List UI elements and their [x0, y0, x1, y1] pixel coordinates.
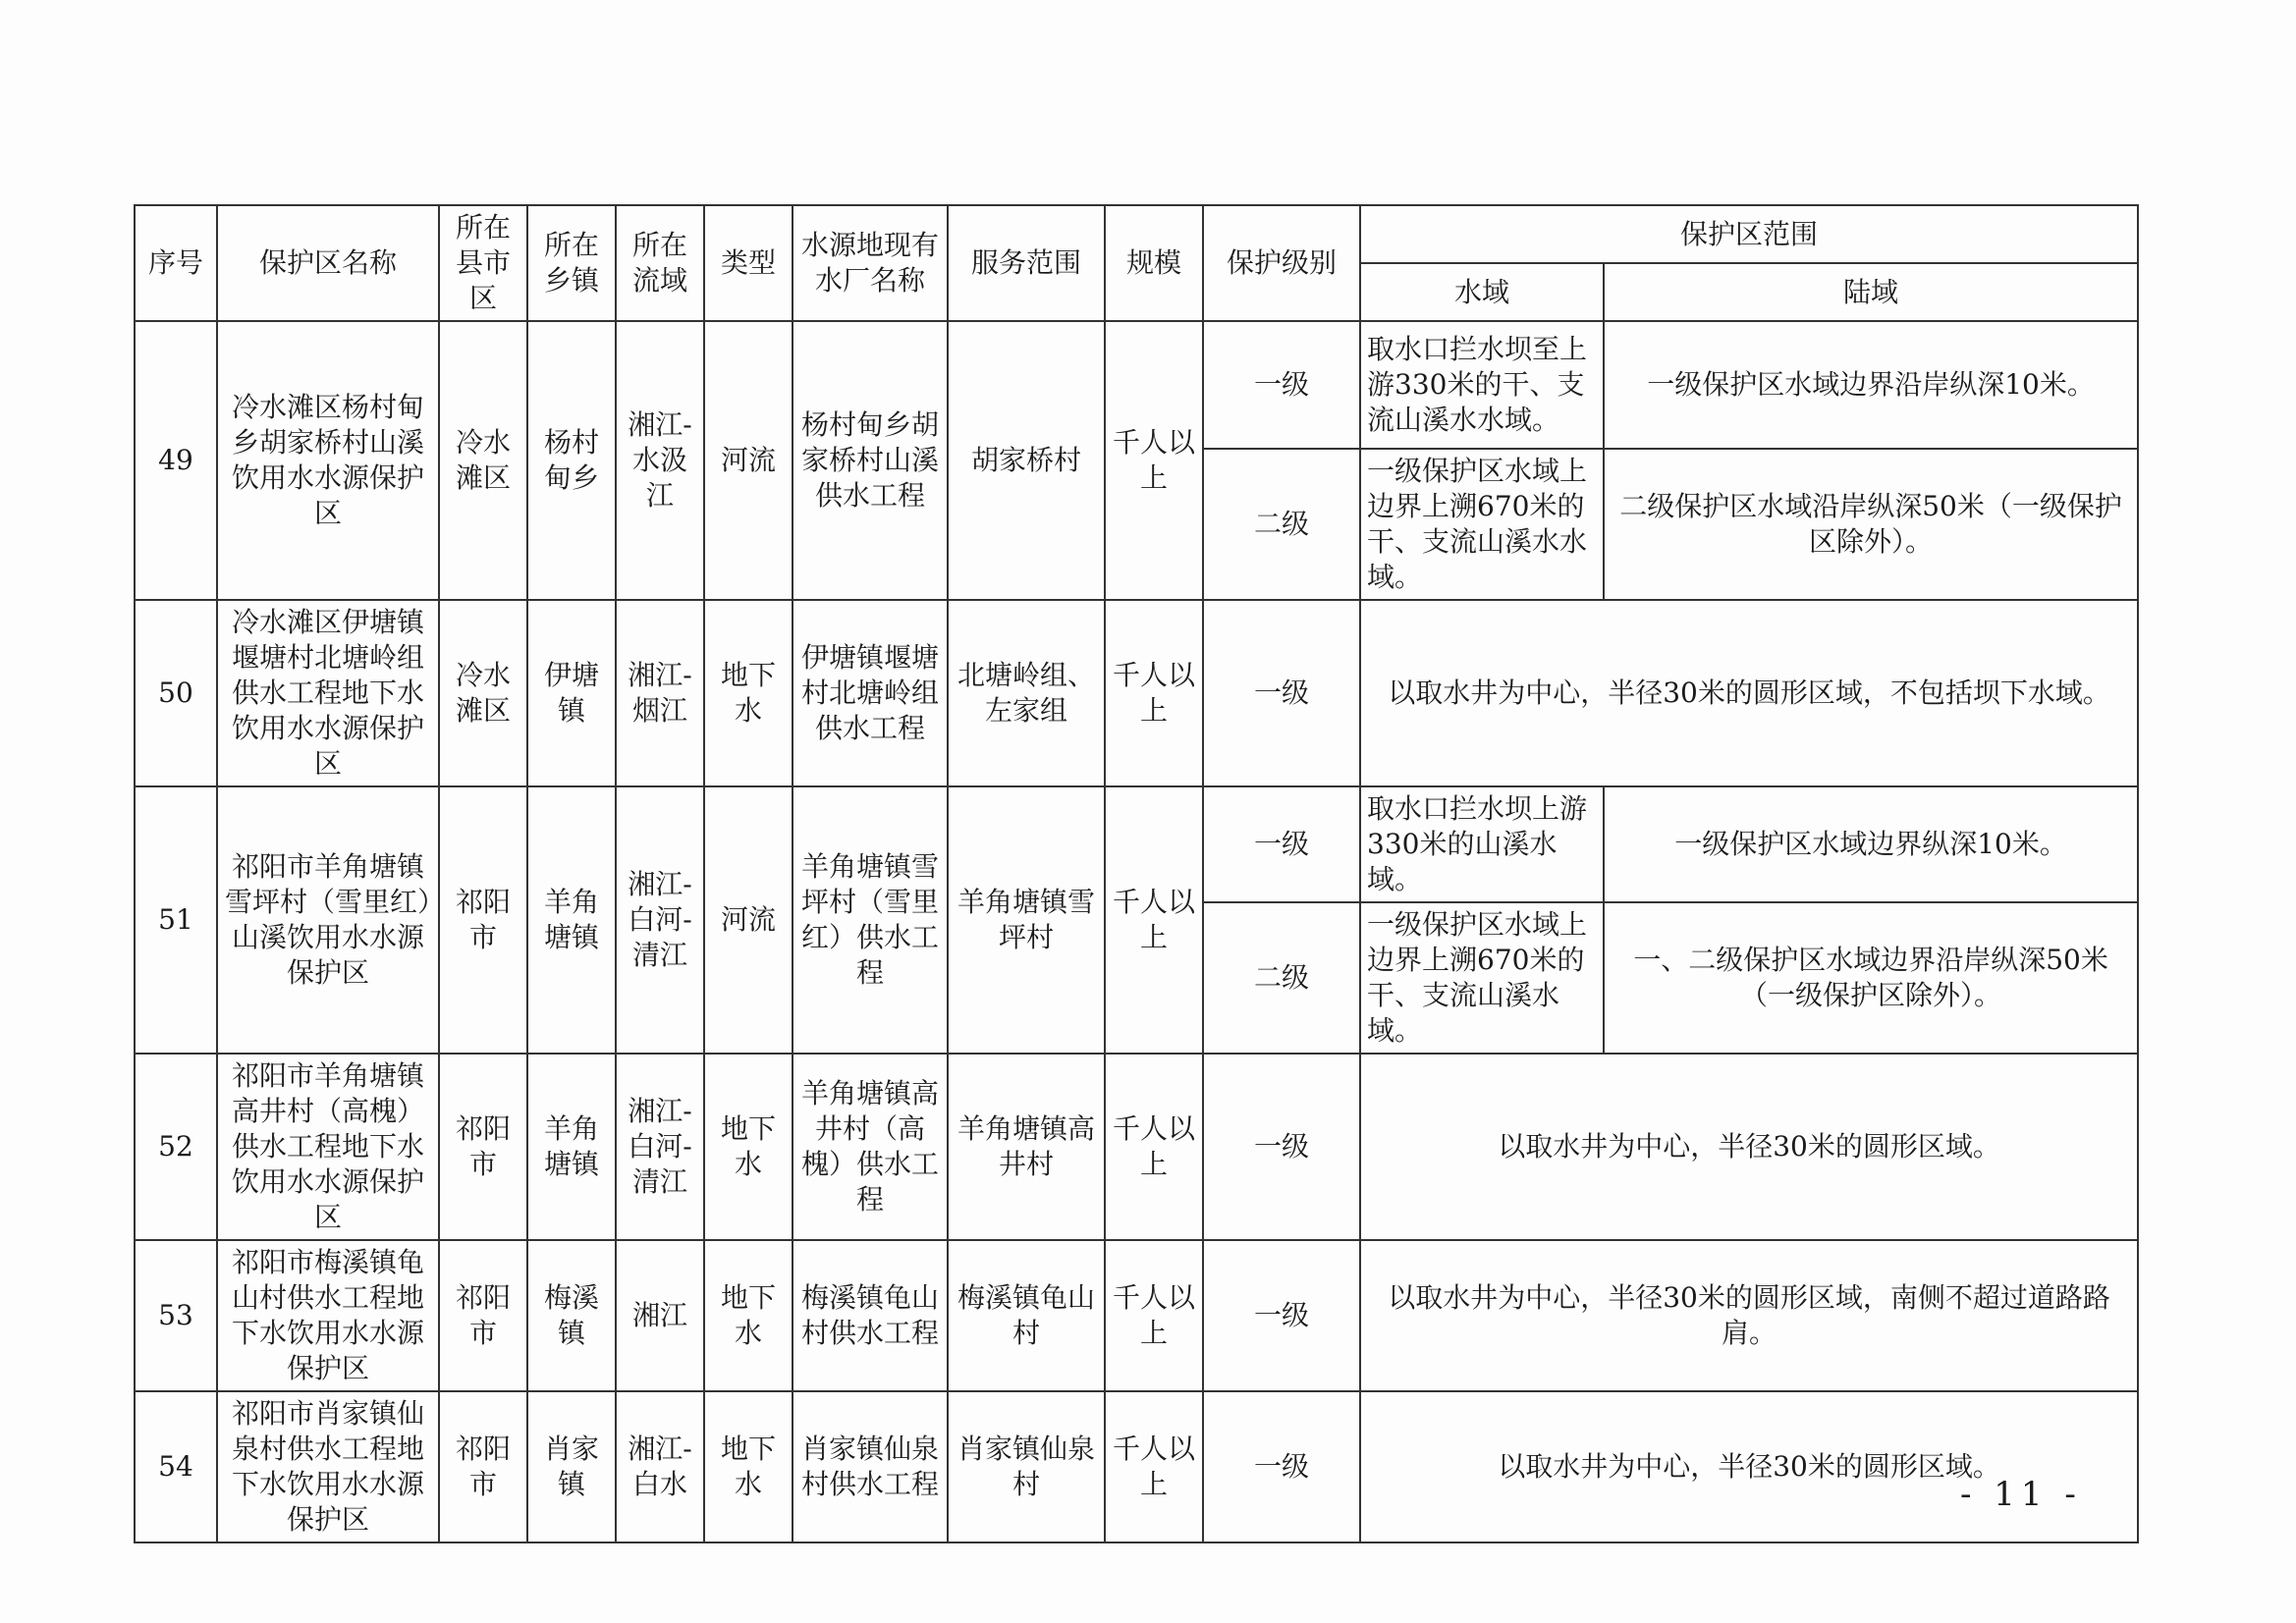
cell-county: 冷水滩区 — [439, 321, 527, 600]
header-name: 保护区名称 — [217, 205, 439, 321]
cell-service: 羊角塘镇高井村 — [948, 1054, 1105, 1240]
cell-type: 河流 — [704, 321, 793, 600]
cell-level: 一级 — [1203, 1054, 1360, 1240]
cell-name: 冷水滩区杨村甸乡胡家桥村山溪饮用水水源保护区 — [217, 321, 439, 600]
cell-land: 一、二级保护区水域边界沿岸纵深50米（一级保护区除外）。 — [1604, 902, 2138, 1054]
cell-level: 一级 — [1203, 321, 1360, 449]
cell-level: 一级 — [1203, 600, 1360, 786]
cell-scale: 千人以上 — [1105, 1391, 1203, 1542]
cell-county: 祁阳市 — [439, 1240, 527, 1391]
cell-seq: 50 — [135, 600, 217, 786]
cell-seq: 49 — [135, 321, 217, 600]
cell-service: 胡家桥村 — [948, 321, 1105, 600]
table-row — [135, 1054, 2138, 1240]
header-type: 类型 — [704, 205, 793, 321]
cell-scale: 千人以上 — [1105, 600, 1203, 786]
cell-land: 一级保护区水域边界纵深10米。 — [1604, 786, 2138, 902]
cell-seq: 51 — [135, 786, 217, 1054]
cell-county: 祁阳市 — [439, 1391, 527, 1542]
header-county: 所在县市区 — [439, 205, 527, 321]
header-plant: 水源地现有水厂名称 — [793, 205, 948, 321]
cell-service: 北塘岭组、左家组 — [948, 600, 1105, 786]
header-town: 所在乡镇 — [527, 205, 616, 321]
cell-plant: 伊塘镇堰塘村北塘岭组供水工程 — [793, 600, 948, 786]
cell-level: 二级 — [1203, 902, 1360, 1054]
cell-basin: 湘江-白河-清江 — [616, 1054, 704, 1240]
cell-water: 一级保护区水域上边界上溯670米的干、支流山溪水域。 — [1360, 902, 1604, 1054]
cell-level: 一级 — [1203, 786, 1360, 902]
cell-level: 一级 — [1203, 1391, 1360, 1542]
cell-name: 祁阳市梅溪镇龟山村供水工程地下水饮用水水源保护区 — [217, 1240, 439, 1391]
cell-seq: 53 — [135, 1240, 217, 1391]
header-scale: 规模 — [1105, 205, 1203, 321]
cell-range: 以取水井为中心，半径30米的圆形区域，南侧不超过道路路肩。 — [1360, 1240, 2138, 1391]
header-service: 服务范围 — [948, 205, 1105, 321]
cell-scale: 千人以上 — [1105, 786, 1203, 1054]
header-level: 保护级别 — [1203, 205, 1360, 321]
cell-land: 一级保护区水域边界沿岸纵深10米。 — [1604, 321, 2138, 449]
cell-town: 羊角塘镇 — [527, 786, 616, 1054]
cell-scale: 千人以上 — [1105, 321, 1203, 600]
cell-basin: 湘江-烟江 — [616, 600, 704, 786]
cell-type: 地下水 — [704, 1240, 793, 1391]
cell-county: 冷水滩区 — [439, 600, 527, 786]
cell-town: 伊塘镇 — [527, 600, 616, 786]
cell-seq: 52 — [135, 1054, 217, 1240]
cell-town: 梅溪镇 — [527, 1240, 616, 1391]
cell-water: 一级保护区水域上边界上溯670米的干、支流山溪水水域。 — [1360, 449, 1604, 600]
page-number: - 11 - — [1960, 1475, 2082, 1514]
cell-range: 以取水井为中心，半径30米的圆形区域。 — [1360, 1054, 2138, 1240]
cell-town: 羊角塘镇 — [527, 1054, 616, 1240]
header-water: 水域 — [1360, 263, 1604, 321]
cell-water: 取水口拦水坝上游330米的山溪水域。 — [1360, 786, 1604, 902]
cell-name: 冷水滩区伊塘镇堰塘村北塘岭组供水工程地下水饮用水水源保护区 — [217, 600, 439, 786]
cell-seq: 54 — [135, 1391, 217, 1542]
cell-plant: 梅溪镇龟山村供水工程 — [793, 1240, 948, 1391]
header-land: 陆域 — [1604, 263, 2138, 321]
table-row — [135, 1391, 2138, 1542]
cell-plant: 肖家镇仙泉村供水工程 — [793, 1391, 948, 1542]
cell-service: 羊角塘镇雪坪村 — [948, 786, 1105, 1054]
cell-county: 祁阳市 — [439, 786, 527, 1054]
table-row — [135, 786, 2138, 902]
cell-water: 取水口拦水坝至上游330米的干、支流山溪水水域。 — [1360, 321, 1604, 449]
cell-level: 二级 — [1203, 449, 1360, 600]
cell-level: 一级 — [1203, 1240, 1360, 1391]
header-basin: 所在流域 — [616, 205, 704, 321]
table-row — [135, 321, 2138, 449]
cell-service: 肖家镇仙泉村 — [948, 1391, 1105, 1542]
cell-plant: 羊角塘镇高井村（高槐）供水工程 — [793, 1054, 948, 1240]
water-source-protection-table — [134, 204, 2139, 1543]
header-range: 保护区范围 — [1360, 205, 2138, 263]
cell-plant: 羊角塘镇雪坪村（雪里红）供水工程 — [793, 786, 948, 1054]
cell-range: 以取水井为中心，半径30米的圆形区域，不包括坝下水域。 — [1360, 600, 2138, 786]
cell-type: 地下水 — [704, 1054, 793, 1240]
cell-name: 祁阳市肖家镇仙泉村供水工程地下水饮用水水源保护区 — [217, 1391, 439, 1542]
cell-land: 二级保护区水域沿岸纵深50米（一级保护区除外）。 — [1604, 449, 2138, 600]
cell-name: 祁阳市羊角塘镇高井村（高槐）供水工程地下水饮用水水源保护区 — [217, 1054, 439, 1240]
cell-type: 地下水 — [704, 600, 793, 786]
header-seq: 序号 — [135, 205, 217, 321]
cell-type: 河流 — [704, 786, 793, 1054]
cell-basin: 湘江-水汲江 — [616, 321, 704, 600]
cell-type: 地下水 — [704, 1391, 793, 1542]
cell-basin: 湘江 — [616, 1240, 704, 1391]
cell-name: 祁阳市羊角塘镇雪坪村（雪里红）山溪饮用水水源保护区 — [217, 786, 439, 1054]
cell-town: 肖家镇 — [527, 1391, 616, 1542]
cell-plant: 杨村甸乡胡家桥村山溪供水工程 — [793, 321, 948, 600]
cell-scale: 千人以上 — [1105, 1240, 1203, 1391]
table-row — [135, 600, 2138, 786]
cell-basin: 湘江-白河-清江 — [616, 786, 704, 1054]
cell-basin: 湘江-白水 — [616, 1391, 704, 1542]
cell-town: 杨村甸乡 — [527, 321, 616, 600]
cell-service: 梅溪镇龟山村 — [948, 1240, 1105, 1391]
cell-range: 以取水井为中心，半径30米的圆形区域。 — [1360, 1391, 2138, 1542]
cell-county: 祁阳市 — [439, 1054, 527, 1240]
cell-scale: 千人以上 — [1105, 1054, 1203, 1240]
table-row — [135, 1240, 2138, 1391]
